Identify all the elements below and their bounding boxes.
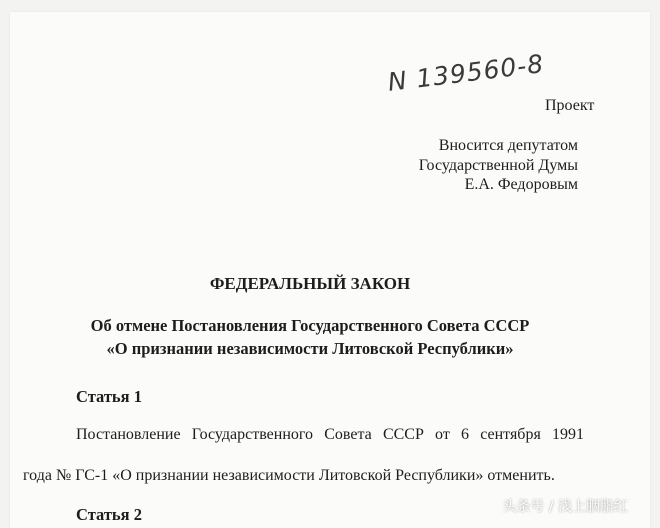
draft-label: Проект bbox=[545, 97, 595, 114]
introduced-by-block bbox=[419, 136, 578, 195]
source-watermark: 头条号 / 浅上胭脂红 bbox=[502, 499, 628, 515]
handwritten-registration-number: N 139560-8 bbox=[386, 48, 546, 97]
document-page bbox=[10, 12, 650, 528]
article-1-text-line-1: Постановление Государственного Совета СССР от 6 сентября 1991 bbox=[76, 426, 584, 443]
article-1-text-line-2: года № ГС-1 «О признании независимости Литовской Республики» отменить. bbox=[23, 467, 555, 484]
introduced-by-body: Государственной Думы bbox=[418, 156, 578, 174]
law-type-heading: ФЕДЕРАЛЬНЫЙ ЗАКОН bbox=[209, 274, 411, 293]
law-title-line-2: «О признании независимости Литовской Республики» bbox=[106, 339, 514, 358]
article-2-heading: Статья 2 bbox=[76, 505, 142, 524]
article-1-heading: Статья 1 bbox=[76, 387, 142, 406]
law-title-line-1: Об отмене Постановления Государственного Совета СССР bbox=[90, 316, 530, 335]
law-title bbox=[10, 314, 610, 360]
introduced-by-line: Вносится депутатом bbox=[438, 137, 578, 154]
deputy-name: Е.А. Федоровым bbox=[464, 176, 578, 193]
